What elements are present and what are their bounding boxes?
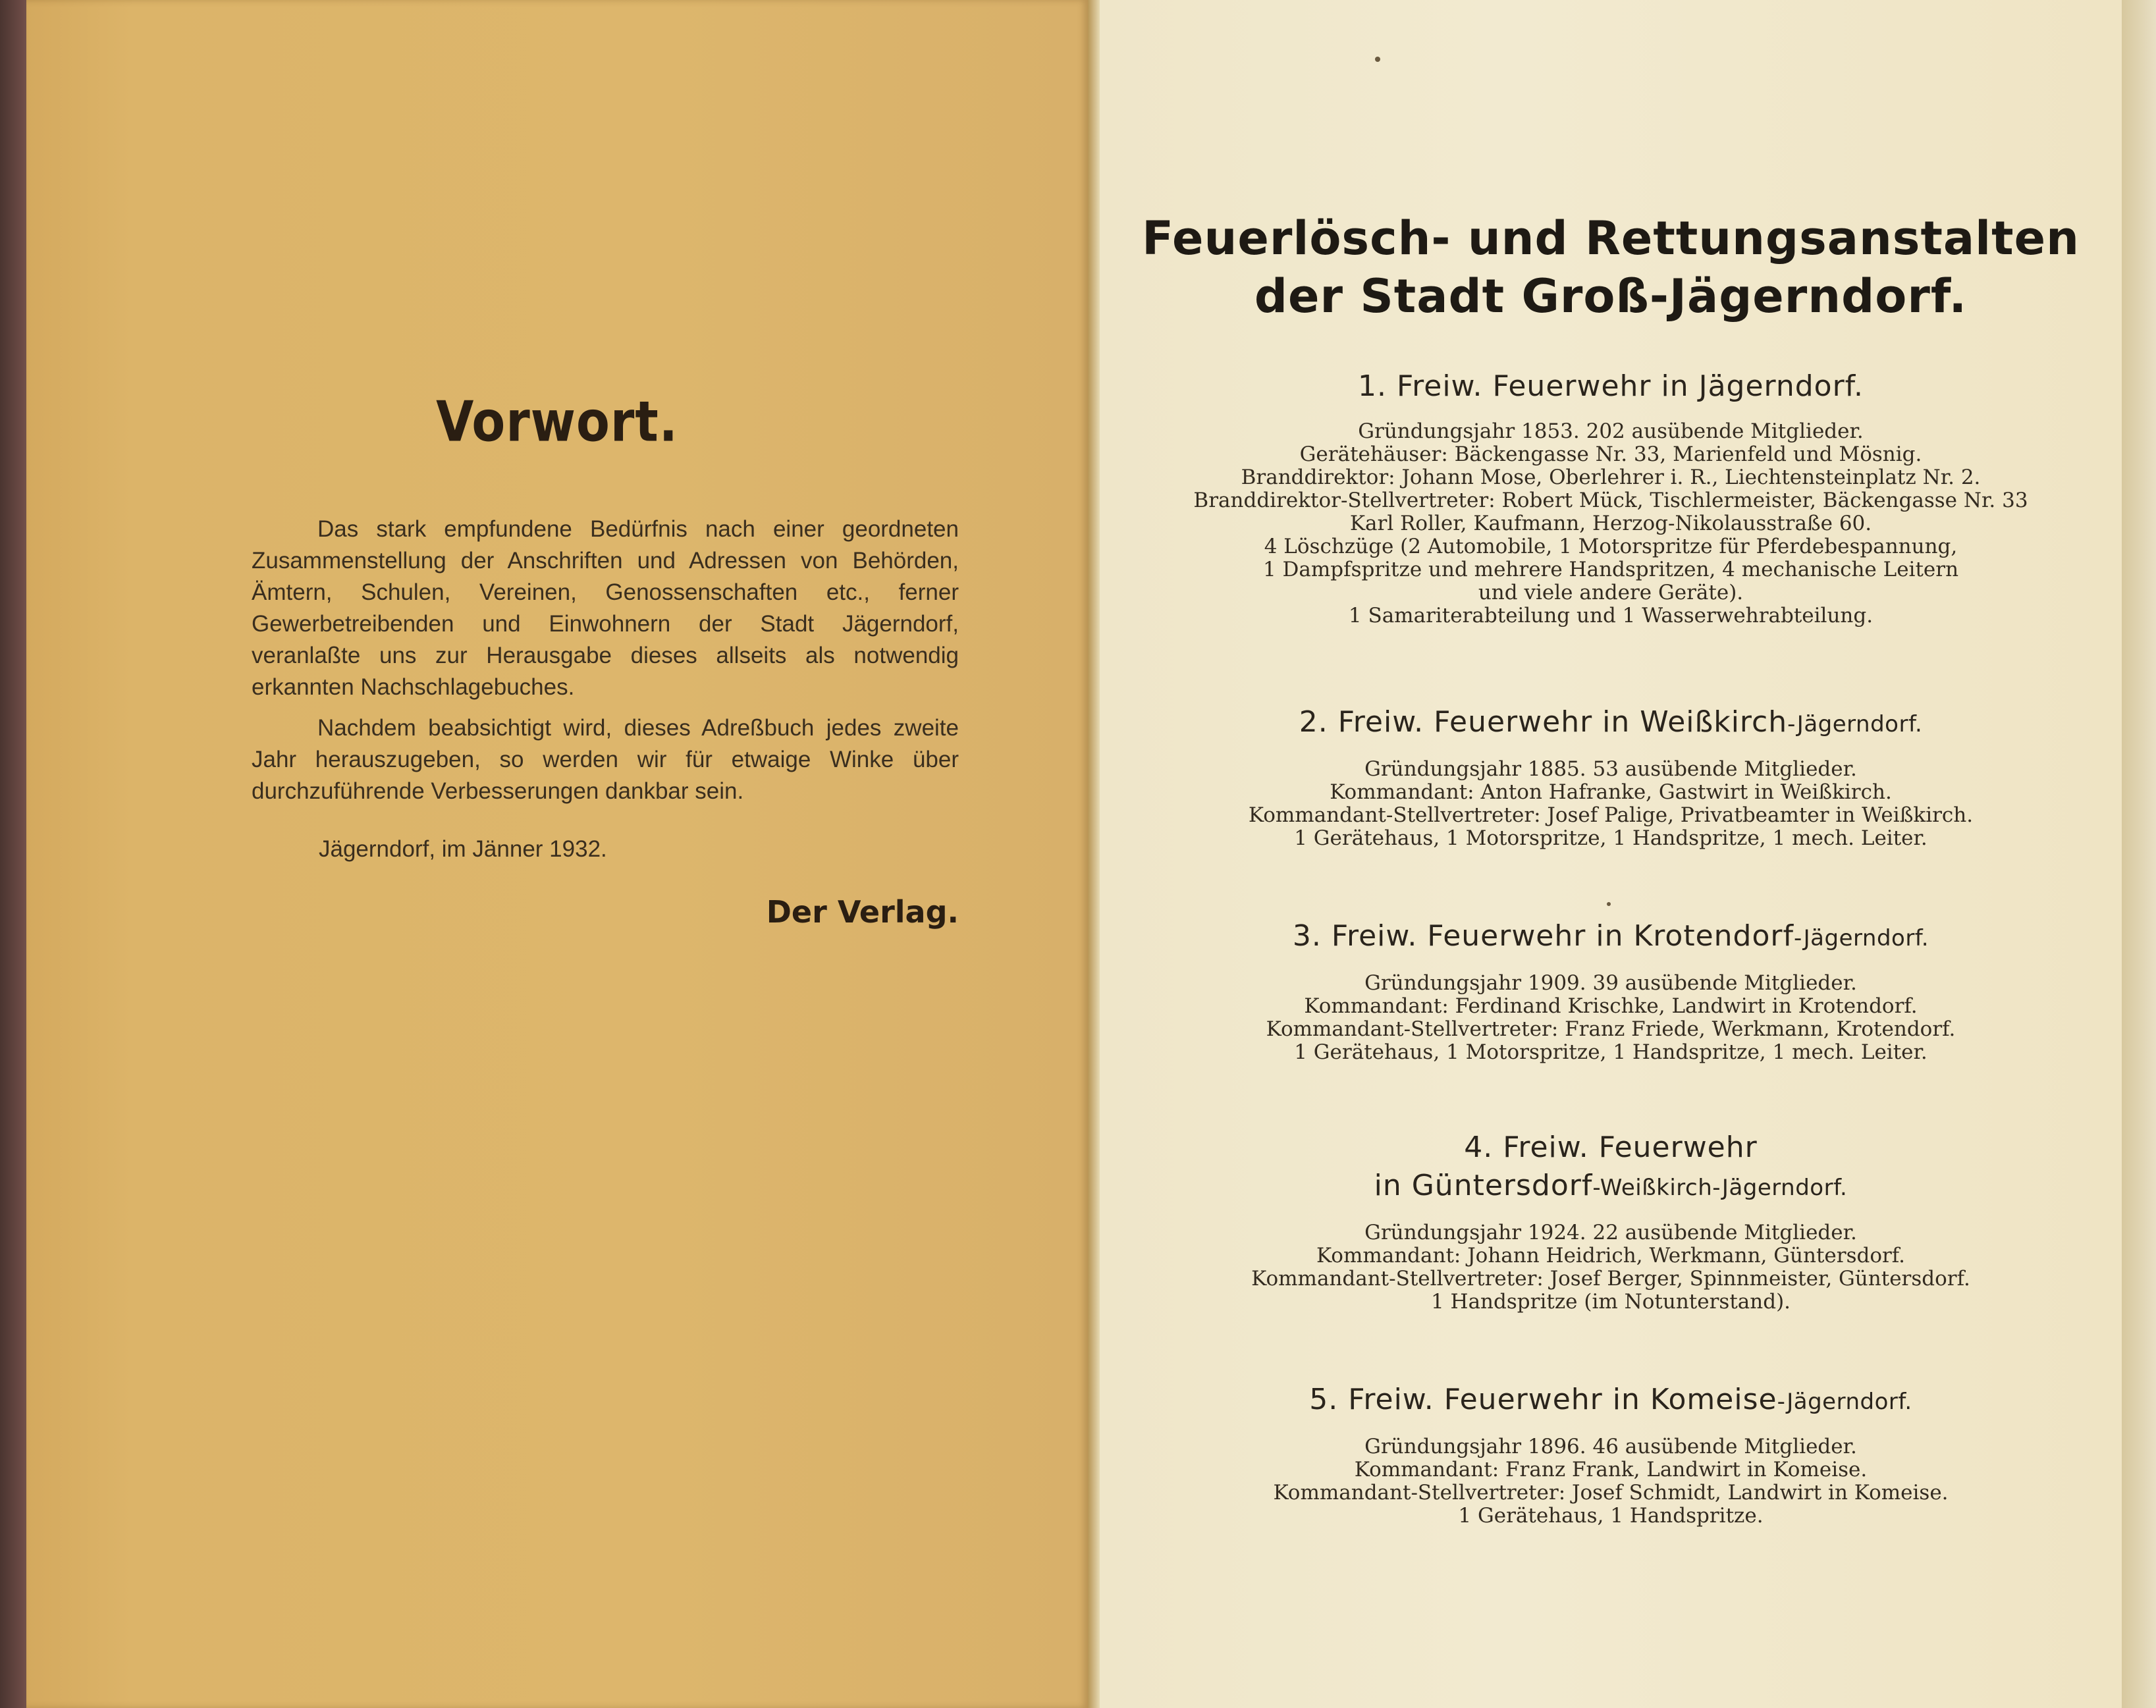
page-edge (2122, 0, 2156, 1708)
section-heading-main: 1. Freiw. Feuerwehr in Jägerndorf. (1358, 369, 1864, 403)
section-heading-suffix: -Weißkirch-Jägerndorf. (1592, 1175, 1848, 1201)
section-line: Gründungsjahr 1853. 202 ausübende Mitglieder. (1358, 419, 1864, 443)
left-page (26, 0, 1088, 1708)
foreword-paragraph: Nachdem beabsichtigt wird, dieses Adreßbuch jedes zweite Jahr herauszugeben, so werden wir für etwaige Winke über durchzuführende Verbesserungen dankbar sein. (252, 715, 959, 804)
page-gutter (1088, 0, 1100, 1708)
page-title-line: Feuerlösch- und Rettungsanstalten (1142, 211, 2080, 265)
page-title (1100, 209, 2122, 325)
section-line: Kommandant-Stellvertreter: Josef Schmidt, Landwirt in Komeise. (1273, 1481, 1949, 1505)
print-speck (1375, 57, 1380, 62)
section-line: Gründungsjahr 1909. 39 ausübende Mitglieder. (1364, 971, 1857, 995)
section-heading-main-line2: in Güntersdorf (1374, 1169, 1593, 1202)
foreword-signature: Der Verlag. (766, 894, 959, 930)
section-heading-suffix: -Jägerndorf. (1787, 711, 1923, 737)
fire-brigade-section-4 (1100, 1129, 2122, 1314)
section-body (1100, 1221, 2122, 1314)
fire-brigade-section-5 (1100, 1381, 2122, 1528)
section-body (1100, 972, 2122, 1064)
section-line: 1 Samariterabteilung und 1 Wasserwehrabteilung. (1348, 604, 1873, 627)
foreword-title: Vorwort. (436, 389, 678, 455)
section-line: Kommandant: Ferdinand Krischke, Landwirt in Krotendorf. (1304, 994, 1918, 1018)
fire-brigade-section-3 (1100, 917, 2122, 1064)
section-body (1100, 1435, 2122, 1528)
section-line: Kommandant: Anton Hafranke, Gastwirt in Weißkirch. (1330, 780, 1892, 804)
section-line: Karl Roller, Kaufmann, Herzog-Nikolausstraße 60. (1349, 512, 1872, 535)
section-line: 4 Löschzüge (2 Automobile, 1 Motorspritze für Pferdebespannung, (1264, 535, 1958, 558)
section-heading (1100, 367, 2122, 406)
section-line: Kommandant: Franz Frank, Landwirt in Komeise. (1354, 1458, 1868, 1481)
section-line: 1 Gerätehaus, 1 Motorspritze, 1 Handspritze, 1 mech. Leiter. (1294, 1040, 1927, 1064)
fire-brigade-section-2 (1100, 703, 2122, 850)
section-heading (1100, 703, 2122, 743)
section-line: Kommandant: Johann Heidrich, Werkmann, Güntersdorf. (1316, 1244, 1906, 1268)
print-speck (1607, 902, 1611, 906)
section-line: und viele andere Geräte). (1478, 581, 1744, 604)
section-line: Branddirektor-Stellvertreter: Robert Mück, Tischlermeister, Bäckengasse Nr. 33 (1193, 489, 2028, 512)
right-page (1100, 0, 2122, 1708)
section-line: Kommandant-Stellvertreter: Josef Berger, Spinnmeister, Güntersdorf. (1251, 1267, 1970, 1291)
page-title-line: der Stadt Groß-Jägerndorf. (1254, 269, 1968, 323)
foreword-date: Jägerndorf, im Jänner 1932. (319, 836, 607, 862)
section-heading-suffix: -Jägerndorf. (1777, 1389, 1912, 1415)
section-heading (1100, 917, 2122, 957)
section-line: Gründungsjahr 1885. 53 ausübende Mitglieder. (1364, 757, 1857, 781)
section-heading (1100, 1381, 2122, 1421)
section-line: Gründungsjahr 1896. 46 ausübende Mitglieder. (1364, 1435, 1857, 1458)
section-heading (1100, 1129, 2122, 1207)
fire-brigade-section-1 (1100, 367, 2122, 627)
section-line: Gründungsjahr 1924. 22 ausübende Mitglieder. (1364, 1221, 1857, 1244)
section-line: Branddirektor: Johann Mose, Oberlehrer i. R., Liechtensteinplatz Nr. 2. (1241, 466, 1981, 489)
section-body (1100, 758, 2122, 850)
section-heading-main: 4. Freiw. Feuerwehr (1464, 1131, 1758, 1164)
section-heading-main: 5. Freiw. Feuerwehr in Komeise (1309, 1383, 1777, 1416)
section-line: Gerätehäuser: Bäckengasse Nr. 33, Marienfeld und Mösnig. (1299, 442, 1922, 466)
section-line: Kommandant-Stellvertreter: Franz Friede, Werkmann, Krotendorf. (1266, 1017, 1956, 1041)
section-line: Kommandant-Stellvertreter: Josef Palige, Privatbeamter in Weißkirch. (1248, 803, 1974, 827)
section-line: 1 Gerätehaus, 1 Motorspritze, 1 Handspritze, 1 mech. Leiter. (1294, 826, 1927, 850)
section-heading-main: 3. Freiw. Feuerwehr in Krotendorf (1292, 919, 1794, 953)
section-heading-suffix: -Jägerndorf. (1793, 925, 1929, 951)
section-heading-main: 2. Freiw. Feuerwehr in Weißkirch (1299, 705, 1788, 739)
foreword-paragraph: Das stark empfundene Bedürfnis nach einer geordneten Zusammenstellung der Anschriften und Adressen von Behörden, Ämtern, Schulen, Vereinen, Genossenschaften etc., ferner Gewerbetreibenden und Einwohnern der Stadt Jägerndorf, veranlaßte uns zur Herausgabe dieses allseits als notwendig erkannten Nachschlagebuches. (252, 516, 959, 700)
section-body (1100, 420, 2122, 627)
section-line: 1 Gerätehaus, 1 Handspritze. (1458, 1504, 1764, 1528)
section-line: 1 Dampfspritze und mehrere Handspritzen, 4 mechanische Leitern (1262, 558, 1959, 581)
section-line: 1 Handspritze (im Notunterstand). (1430, 1290, 1791, 1314)
foreword-body (252, 514, 959, 816)
